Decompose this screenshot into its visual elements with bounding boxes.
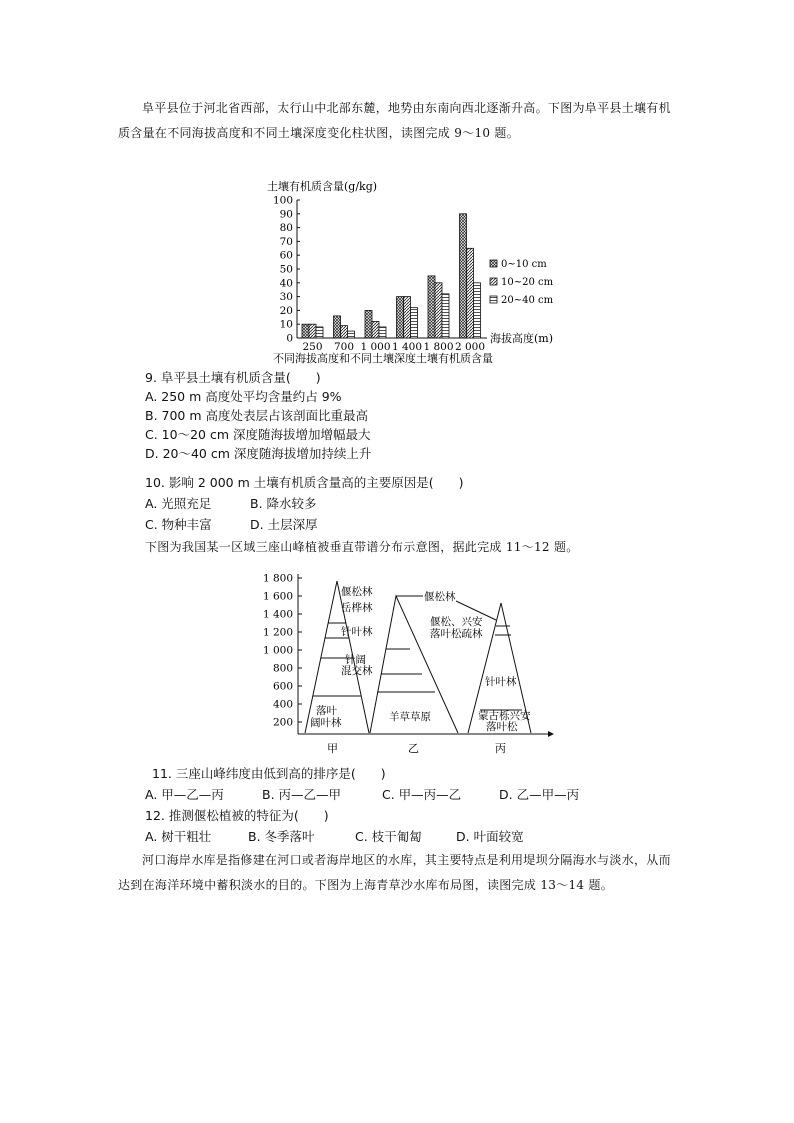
bing-belt-pumila-larch-1: 偃松、兴安 [430, 616, 483, 628]
question-12-option-d[interactable]: D. 叶面较宽 [456, 829, 524, 844]
chart-x-tick-label: 700 [333, 341, 355, 353]
chart-bar [404, 297, 411, 338]
chart-y-tick-label: 30 [279, 291, 293, 304]
chart-x-tick-label: 1 000 [360, 341, 391, 353]
chart-caption: 不同海拔高度和不同土壤深度土壤有机质含量 [273, 352, 493, 365]
chart-bar [474, 283, 481, 338]
chart-y-tick-label: 10 [279, 318, 293, 331]
chart-bar [379, 327, 386, 338]
intro-paragraph-2: 下图为我国某一区域三座山峰植被垂直带谱分布示意图，据此完成 11～12 题。 [145, 540, 579, 554]
chart-bar [365, 310, 372, 338]
chart-bar [467, 248, 474, 338]
question-11-stem: 11. 三座山峰纬度由低到高的排序是( ) [152, 766, 386, 781]
question-10-option-d[interactable]: D. 土层深厚 [250, 517, 318, 532]
chart-y-tick-label: 80 [279, 222, 293, 235]
peak-label-bing: 丙 [495, 742, 506, 755]
question-11-option-b[interactable]: B. 丙—乙—甲 [262, 787, 342, 802]
bing-belt-oak-larch-1: 蒙古栎兴安 [478, 710, 531, 722]
question-9-stem: 9. 阜平县土壤有机质含量( ) [145, 370, 321, 385]
question-11-options [145, 785, 579, 804]
chart-y-tick-label: 20 [279, 304, 293, 317]
diagram-y-tick-label: 1 400 [262, 608, 293, 621]
diagram-y-tick-label: 400 [272, 698, 293, 711]
question-12-option-a[interactable]: A. 树干粗壮 [145, 829, 212, 844]
chart-bar [397, 297, 404, 338]
chart-bar [348, 331, 355, 338]
intro-paragraph-1: 阜平县位于河北省西部，太行山中北部东麓，地势由东南向西北逐渐升高。下图为阜平县土壤有机质含量在不同海拔高度和不同土壤深度变化柱状图，读图完成 9～10 题。 [118, 101, 671, 140]
question-9-option-b[interactable]: B. 700 m 高度处表层占该剖面比重最高 [145, 408, 369, 423]
organic-matter-bar-chart [262, 170, 582, 370]
intro-paragraph-3: 河口海岸水库是指修建在河口或者海岸地区的水库，其主要特点是利用堤坝分隔海水与淡水，从而达到在海洋环境中蓄积淡水的目的。下图为上海青草沙水库布局图，读图完成 13～14 题。 [118, 853, 671, 892]
question-10-option-a[interactable]: A. 光照充足 [145, 496, 212, 511]
chart-y-tick-label: 40 [279, 277, 293, 290]
chart-bar [428, 276, 435, 338]
question-10-option-c[interactable]: C. 物种丰富 [145, 517, 212, 532]
yi-belt-pinus-pumila: 偃松林 [424, 591, 456, 603]
jia-belt-mixed-1: 针阔 [345, 654, 366, 666]
question-10 [145, 473, 464, 534]
chart-bar [442, 294, 449, 338]
question-10-stem: 10. 影响 2 000 m 土壤有机质含量高的主要原因是( ) [145, 475, 464, 490]
question-11-option-d[interactable]: D. 乙—甲—丙 [499, 787, 580, 802]
jia-belt-deciduous-2: 阔叶林 [310, 717, 342, 729]
jia-belt-deciduous-1: 落叶 [316, 705, 337, 717]
question-9 [145, 368, 371, 463]
question-12-options [145, 827, 524, 846]
chart-bar [435, 283, 442, 338]
chart-bar [411, 308, 418, 338]
chart-bar [334, 316, 341, 338]
chart-x-tick-label: 2 000 [454, 341, 486, 353]
chart-legend-swatch [490, 296, 497, 303]
diagram-y-tick-label: 200 [272, 716, 293, 729]
chart-bar [309, 324, 316, 338]
question-9-option-a[interactable]: A. 250 m 高度处平均含量约占 9% [145, 389, 342, 404]
chart-bar [460, 214, 467, 338]
mountain-vegetation-diagram [258, 568, 558, 763]
question-12-option-b[interactable]: B. 冬季落叶 [248, 829, 315, 844]
chart-y-tick-label: 90 [279, 208, 293, 221]
chart-y-axis-label: 土壤有机质含量(g/kg) [267, 180, 378, 193]
chart-y-tick-label: 60 [279, 249, 293, 262]
chart-bar [316, 327, 323, 338]
question-11-option-c[interactable]: C. 甲—丙—乙 [382, 787, 462, 802]
chart-y-tick-label: 50 [279, 263, 293, 276]
chart-legend-label: 20~40 cm [501, 295, 554, 306]
chart-legend-swatch [490, 278, 497, 285]
chart-y-tick-label: 100 [272, 194, 293, 207]
jia-belt-mixed-2: 混交林 [341, 665, 373, 677]
question-10-options-row-2 [145, 515, 464, 534]
chart-x-axis-label: 海拔高度(m) [490, 332, 554, 345]
chart-x-tick-label: 250 [302, 341, 323, 353]
diagram-y-tick-label: 1 200 [262, 626, 293, 639]
question-9-option-d[interactable]: D. 20～40 cm 深度随海拔增加持续上升 [145, 446, 372, 461]
question-12 [145, 806, 329, 825]
question-11-option-a[interactable]: A. 甲—乙—丙 [145, 787, 224, 802]
bing-belt-pumila-larch-2: 落叶松疏林 [430, 628, 483, 640]
diagram-y-tick-label: 1 800 [262, 572, 293, 585]
question-10-option-b[interactable]: B. 降水较多 [250, 496, 317, 511]
question-12-stem: 12. 推测偃松植被的特征为( ) [145, 808, 329, 823]
question-12-option-c[interactable]: C. 枝干匍匐 [355, 829, 422, 844]
jia-belt-coniferous: 针叶林 [341, 626, 373, 638]
jia-belt-pinus-pumila: 偃松林 [341, 586, 373, 598]
peak-label-jia: 甲 [327, 742, 338, 755]
chart-y-tick-label: 70 [279, 235, 293, 248]
peak-label-yi: 乙 [408, 742, 419, 755]
diagram-y-tick-label: 1 600 [262, 590, 293, 603]
chart-bar [372, 321, 379, 338]
diagram-y-tick-label: 1 000 [262, 644, 293, 657]
yi-belt-grassland: 羊草草原 [389, 711, 431, 723]
chart-x-tick-label: 1 800 [423, 341, 454, 353]
chart-legend-swatch [490, 260, 497, 267]
chart-x-tick-label: 1 400 [391, 341, 423, 353]
jia-belt-erman-birch: 岳桦林 [341, 602, 373, 614]
chart-legend-label: 0~10 cm [501, 259, 547, 270]
chart-bar [302, 324, 309, 338]
diagram-y-tick-label: 600 [272, 680, 293, 693]
question-10-options-row-1 [145, 494, 464, 513]
chart-legend-label: 10~20 cm [501, 277, 554, 288]
question-9-option-c[interactable]: C. 10～20 cm 深度随海拔增加增幅最大 [145, 427, 371, 442]
bing-belt-coniferous: 针叶林 [485, 676, 517, 688]
diagram-y-tick-label: 800 [272, 662, 293, 675]
chart-y-tick-label: 0 [286, 332, 293, 345]
chart-bar [341, 326, 348, 338]
bing-belt-oak-larch-2: 落叶松 [486, 721, 518, 733]
question-11 [152, 764, 386, 783]
